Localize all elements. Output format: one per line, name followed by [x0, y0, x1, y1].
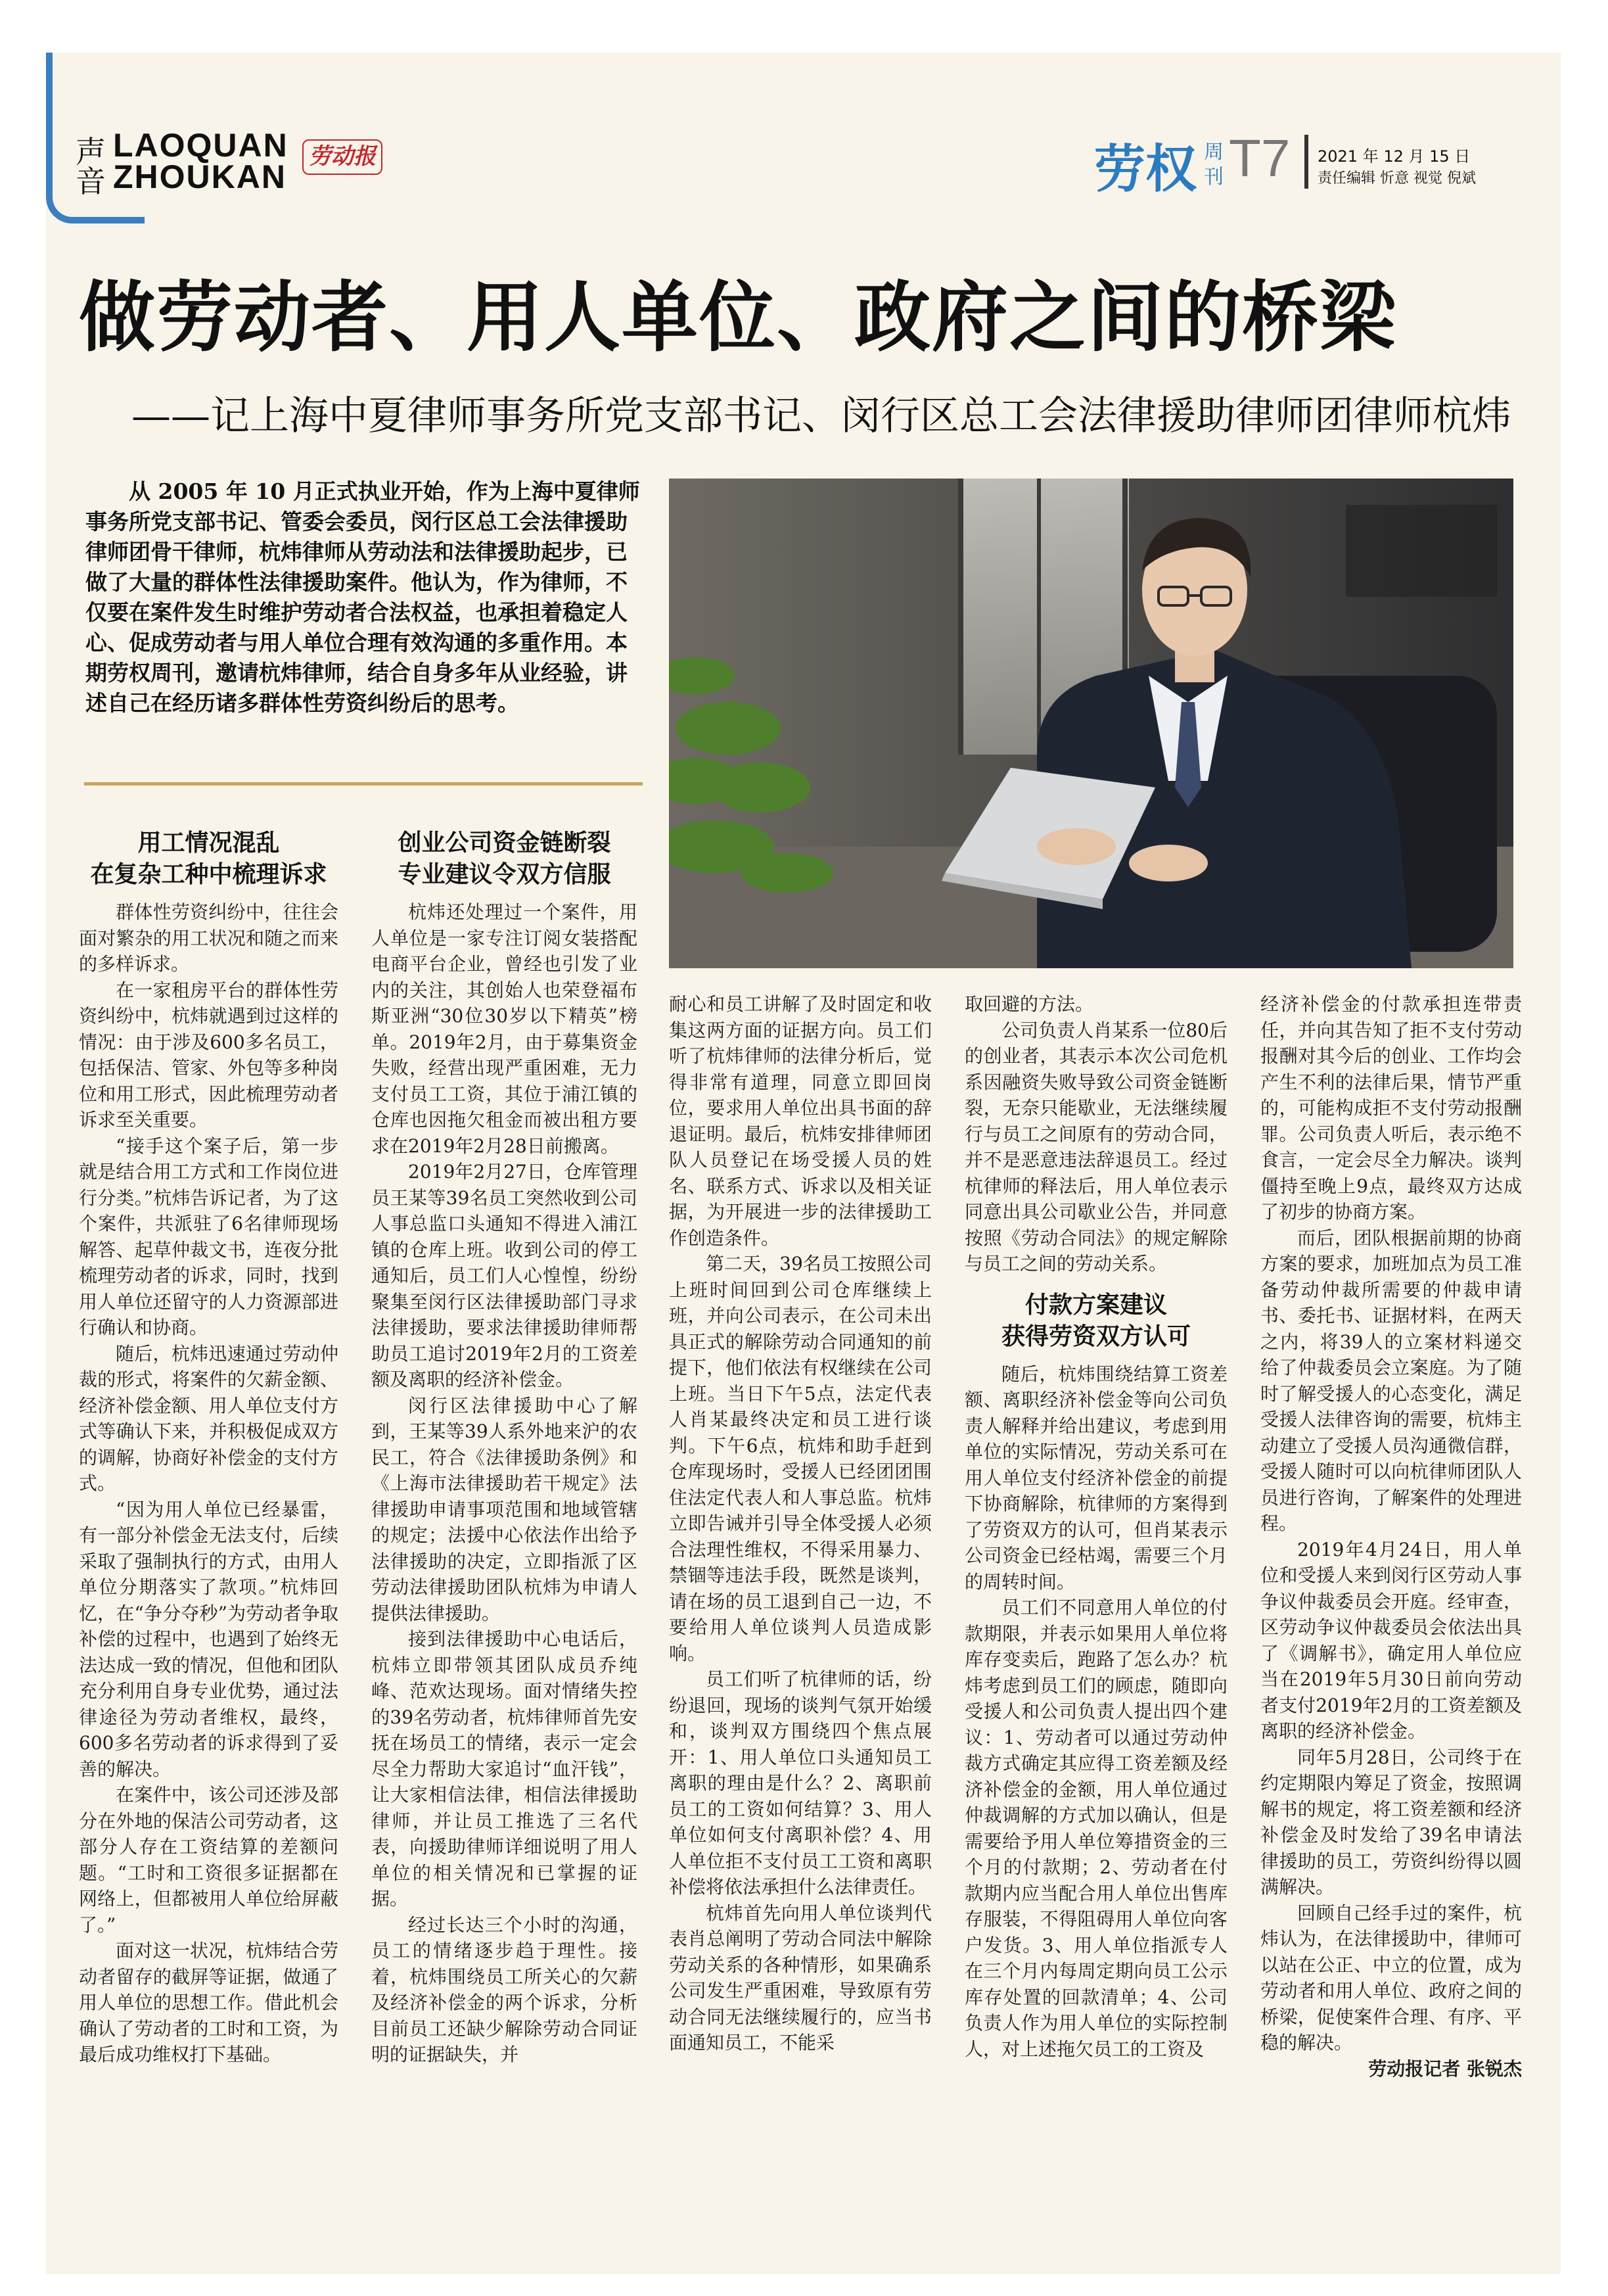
paragraph: 2019年2月27日，仓库管理员王某等39名员工突然收到公司人事总监口头通知不得进入浦江镇的仓库上班。收到公司的停工通知后，员工们人心惶惶，纷纷聚集至闵行区法律援助部门寻求法律援助，要求法律援助律师帮助员工追讨2019年2月的工资差额及离职的经济补偿金。 — [371, 1161, 637, 1390]
article-lead: 从 2005 年 10 月正式执业开始，作为上海中夏律师事务所党支部书记、管委会委员，闵行区总工会法律援助律师团骨干律师，杭炜律师从劳动法和法律援助起步，已做了大量的群体性法律援助案件。他认为，作为律师，不仅要在案件发生时维护劳动者合法权益，也承担着稳定人心、促成劳动者与用人单位合理有效沟通的多重作用。本期劳权周刊，邀请杭炜律师，结合自身多年从业经验，讲述自己在经历诸多群体性劳资纠纷后的思考。 — [85, 479, 640, 716]
reporter-byline: 劳动报记者 张锐杰 — [1368, 2057, 1522, 2080]
paragraph: 面对这一状况，杭炜结合劳动者留存的截屏等证据，做通了用人单位的思想工作。借此机会确认了劳动者的工时和工资，为最后成功维权打下基础。 — [79, 1940, 338, 2065]
paragraph: “接手这个案子后，第一步就是结合用工方式和工作岗位进行分类。”杭炜告诉记者，为了这个案件，共派驻了6名律师现场解答、起草仲裁文书，连夜分批梳理劳动者的诉求，同时，找到用人单位还留守的人力资源部进行确认和协商。 — [79, 1135, 338, 1338]
paragraph: 公司负责人肖某系一位80后的创业者，其表示本次公司危机系因融资失败导致公司资金链断裂，无奈只能歇业，无法继续履行与员工之间原有的劳动合同，并不是恶意违法辞退员工。经过杭律师的释法后，用人单位表示同意出具公司歇业公告，并同意按照《劳动合同法》的规定解除与员工之间的劳动关系。 — [965, 1019, 1228, 1275]
paragraph: 闵行区法律援助中心了解到，王某等39人系外地来沪的农民工，符合《法律援助条例》和《上海市法律援助若干规定》法律援助申请事项范围和地域管辖的规定；法援中心依法作出给予法律援助的决定，立即指派了区劳动法律援助团队杭炜为申请人提供法律援助。 — [371, 1394, 637, 1624]
paragraph: 耐心和员工讲解了及时固定和收集这两方面的证据方向。员工们听了杭炜律师的法律分析后，觉得非常有道理，同意立即回岗位，要求用人单位出具书面的辞退证明。最后，杭炜安排律师团队人员登记在场受援人员的姓名、联系方式、诉求以及相关证据，为开展进一步的法律援助工作创造条件。 — [669, 993, 932, 1249]
paragraph: 取回避的方法。 — [965, 993, 1094, 1015]
masthead-name-line2: ZHOUKAN — [113, 158, 287, 195]
newspaper-logo: 劳动报 — [302, 139, 382, 175]
paragraph: 回顾自己经手过的案件，杭炜认为，在法律援助中，律师可以站在公正、中立的位置，成为劳动者和用人单位、政府之间的桥梁，促使案件合理、有序、平稳的解决。 — [1260, 1902, 1522, 2053]
paragraph: “因为用人单位已经暴雷，有一部分补偿金无法支付，后续采取了强制执行的方式，由用人单位分期落实了款项。”杭炜回忆，在“争分夺秒”为劳动者争取补偿的过程中，也遇到了始终无法达成一致的情况，但他和团队充分利用自身专业优势，通过法律途径为劳动者维权，最终，600多名劳动者的诉求得到了妥善的解决。 — [79, 1498, 338, 1780]
masthead-divider — [1304, 135, 1308, 189]
portrait-illustration — [669, 479, 1513, 968]
page-number: T7 — [1229, 129, 1291, 187]
lead-divider — [84, 782, 643, 785]
section-suffix-2: 刊 — [1204, 166, 1224, 189]
article-column-4 — [965, 991, 1228, 2062]
paragraph: 同年5月28日，公司终于在约定期限内筹足了资金，按照调解书的规定，将工资差额和经济补偿金及时发给了39名申请法律援助的员工，劳资纠纷得以圆满解决。 — [1260, 1746, 1522, 1898]
paragraph: 第二天，39名员工按照公司上班时间回到公司仓库继续上班，并向公司表示，在公司未出具正式的解除劳动合同通知的前提下，他们依法有权继续在公司上班。当日下午5点，法定代表人肖某最终决定和员工进行谈判。下午6点，杭炜和助手赶到仓库现场时，受援人已经团团围住法定代表人和人事总监。杭炜立即告诫并引导全体受援人必须合法理性维权，不得采用暴力、禁锢等违法手段，既然是谈判，请在场的员工退到自己一边，不要给用人单位谈判人员造成影响。 — [669, 1253, 932, 1664]
editor-credits: 责任编辑 忻意 视觉 倪斌 — [1318, 170, 1476, 187]
masthead-vertical-bottom: 音 — [76, 164, 106, 199]
masthead-vertical-top: 声 — [76, 134, 106, 170]
article-column-3 — [669, 991, 932, 2056]
paragraph: 而后，团队根据前期的协商方案的要求，加班加点为员工准备劳动仲裁所需要的仲裁申请书、委托书、证据材料，在两天之内，将39人的立案材料递交给了仲裁委员会立案庭。为了随时了解受援人的心态变化，满足受援人法律咨询的需要，杭炜主动建立了受援人员沟通微信群，受援人随时可以向杭律师团队人员进行咨询，了解案件的处理进程。 — [1260, 1227, 1522, 1534]
section2-heading-line2: 专业建议令双方信服 — [398, 860, 611, 888]
paragraph: 在案件中，该公司还涉及部分在外地的保洁公司劳动者，这部分人存在工资结算的差额问题。“工时和工资很多证据都在网络上，但都被用人单位给屏蔽了。” — [79, 1784, 338, 1936]
article-column-5 — [1260, 991, 1522, 2082]
section2-heading-line1: 创业公司资金链断裂 — [398, 829, 611, 856]
paragraph: 接到法律援助中心电话后，杭炜立即带领其团队成员乔纯峰、范欢达现场。面对情绪失控的39名劳动者，杭炜律师首先安抚在场员工的情绪，表示一定会尽全力帮助大家追讨“血汗钱”，让大家相信法律，相信法律援助律师，并让员工推选了三名代表，向援助律师详细说明了用人单位的相关情况和已掌握的证据。 — [371, 1628, 637, 1909]
article-title: 做劳动者、用人单位、政府之间的桥梁 — [79, 273, 1397, 362]
paragraph: 杭炜首先向用人单位谈判代表肖总阐明了劳动合同法中解除劳动关系的各种情形，如果确系公司发生严重困难，导致原有劳动合同无法继续履行的，应当书面通知员工，不能采 — [669, 1902, 932, 2053]
article-subtitle: ——记上海中夏律师事务所党支部书记、闵行区总工会法律援助律师团律师杭炜 — [131, 393, 1511, 439]
section1-heading-line2: 在复杂工种中梳理诉求 — [90, 860, 327, 888]
paragraph: 随后，杭炜围绕结算工资差额、离职经济补偿金等向公司负责人解释并给出建议，考虑到用单位的实际情况，劳动关系可在用人单位支付经济补偿金的前提下协商解除，杭律师的方案得到了劳资双方的认可，但肖某表示公司资金已经枯竭，需要三个月的周转时间。 — [965, 1363, 1228, 1593]
paragraph: 员工们听了杭律师的话，纷纷退回，现场的谈判气氛开始缓和，谈判双方围绕四个焦点展开：1、用人单位口头通知员工离职的理由是什么？2、离职前员工的工资如何结算？3、用人单位如何支付离职补偿？4、用人单位拒不支付员工工资和离职补偿将依法承担什么法律责任。 — [669, 1668, 932, 1898]
paragraph: 员工们不同意用人单位的付款期限，并表示如果用人单位将库存变卖后，跑路了怎么办？杭炜考虑到员工们的顾虑，随即向受援人和公司负责人提出四个建议：1、劳动者可以通过劳动仲裁方式确定其应得工资差额及经济补偿金的金额，用人单位通过仲裁调解的方式加以确认，但是需要给予用人单位筹措资金的三个月的付款期；2、劳动者在付款期内应当配合用人单位出售库存服装，不得阻碍用人单位向客户发货。3、用人单位指派专人在三个月内每周定期向员工公示库存处置的回款清单；4、公司负责人作为用人单位的实际控制人，对上述拖欠员工的工资及 — [965, 1597, 1228, 2060]
article-column-1 — [79, 827, 338, 2068]
paragraph: 杭炜还处理过一个案件，用人单位是一家专注订阅女装搭配电商平台企业，曾经也引发了业内的关注，其创始人也荣登福布斯亚洲“30位30岁以下精英”榜单。2019年2月，由于募集资金失败，经营出现严重困难，无力支付员工工资，其位于浦江镇的仓库也因拖欠租金而被出租方要求在2019年2月28日前搬离。 — [371, 901, 637, 1157]
section3-heading-line1: 付款方案建议 — [1024, 1290, 1167, 1319]
paragraph: 经过长达三个小时的沟通，员工的情绪逐步趋于理性。接着，杭炜围绕员工所关心的欠薪及经济补偿金的两个诉求，分析目前员工还缺少解除劳动合同证明的证据缺失，并 — [371, 1913, 637, 2065]
masthead-name-line1: LAOQUAN — [113, 127, 288, 164]
section1-heading-line1: 用工情况混乱 — [137, 829, 280, 856]
lawyer-portrait-photo — [669, 479, 1513, 968]
paragraph: 随后，杭炜迅速通过劳动仲裁的形式，将案件的欠薪金额、经济补偿金额、用人单位支付方式等确认下来，并积极促成双方的调解，协商好补偿金的支付方式。 — [79, 1342, 338, 1494]
paragraph: 经济补偿金的付款承担连带责任，并向其告知了拒不支付劳动报酬对其今后的创业、工作均会产生不利的法律后果，情节严重的，可能构成拒不支付劳动报酬罪。公司负责人听后，表示绝不食言，一定会尽全力解决。谈判僵持至晚上9点，最终双方达成了初步的协商方案。 — [1260, 993, 1522, 1223]
paragraph: 群体性劳资纠纷中，往往会面对繁杂的用工状况和随之而来的多样诉求。 — [79, 901, 338, 975]
section-brand: 劳权 — [1094, 140, 1197, 199]
section-suffix-1: 周 — [1204, 141, 1224, 164]
article-column-2 — [371, 827, 637, 2068]
paragraph: 在一家租房平台的群体性劳资纠纷中，杭炜就遇到过这样的情况：由于涉及600多名员工，包括保洁、管家、外包等多种岗位和用工形式，因此梳理劳动者诉求至关重要。 — [79, 979, 338, 1131]
paragraph: 2019年4月24日，用人单位和受援人来到闵行区劳动人事争议仲裁委员会开庭。经审查，区劳动争议仲裁委员会依法出具了《调解书》，确定用人单位应当在2019年5月30日前向劳动者支付2019年2月的工资差额及离职的经济补偿金。 — [1260, 1538, 1522, 1742]
section3-heading-line2: 获得劳资双方认可 — [1001, 1322, 1191, 1350]
issue-date: 2021 年 12 月 15 日 — [1318, 147, 1471, 166]
